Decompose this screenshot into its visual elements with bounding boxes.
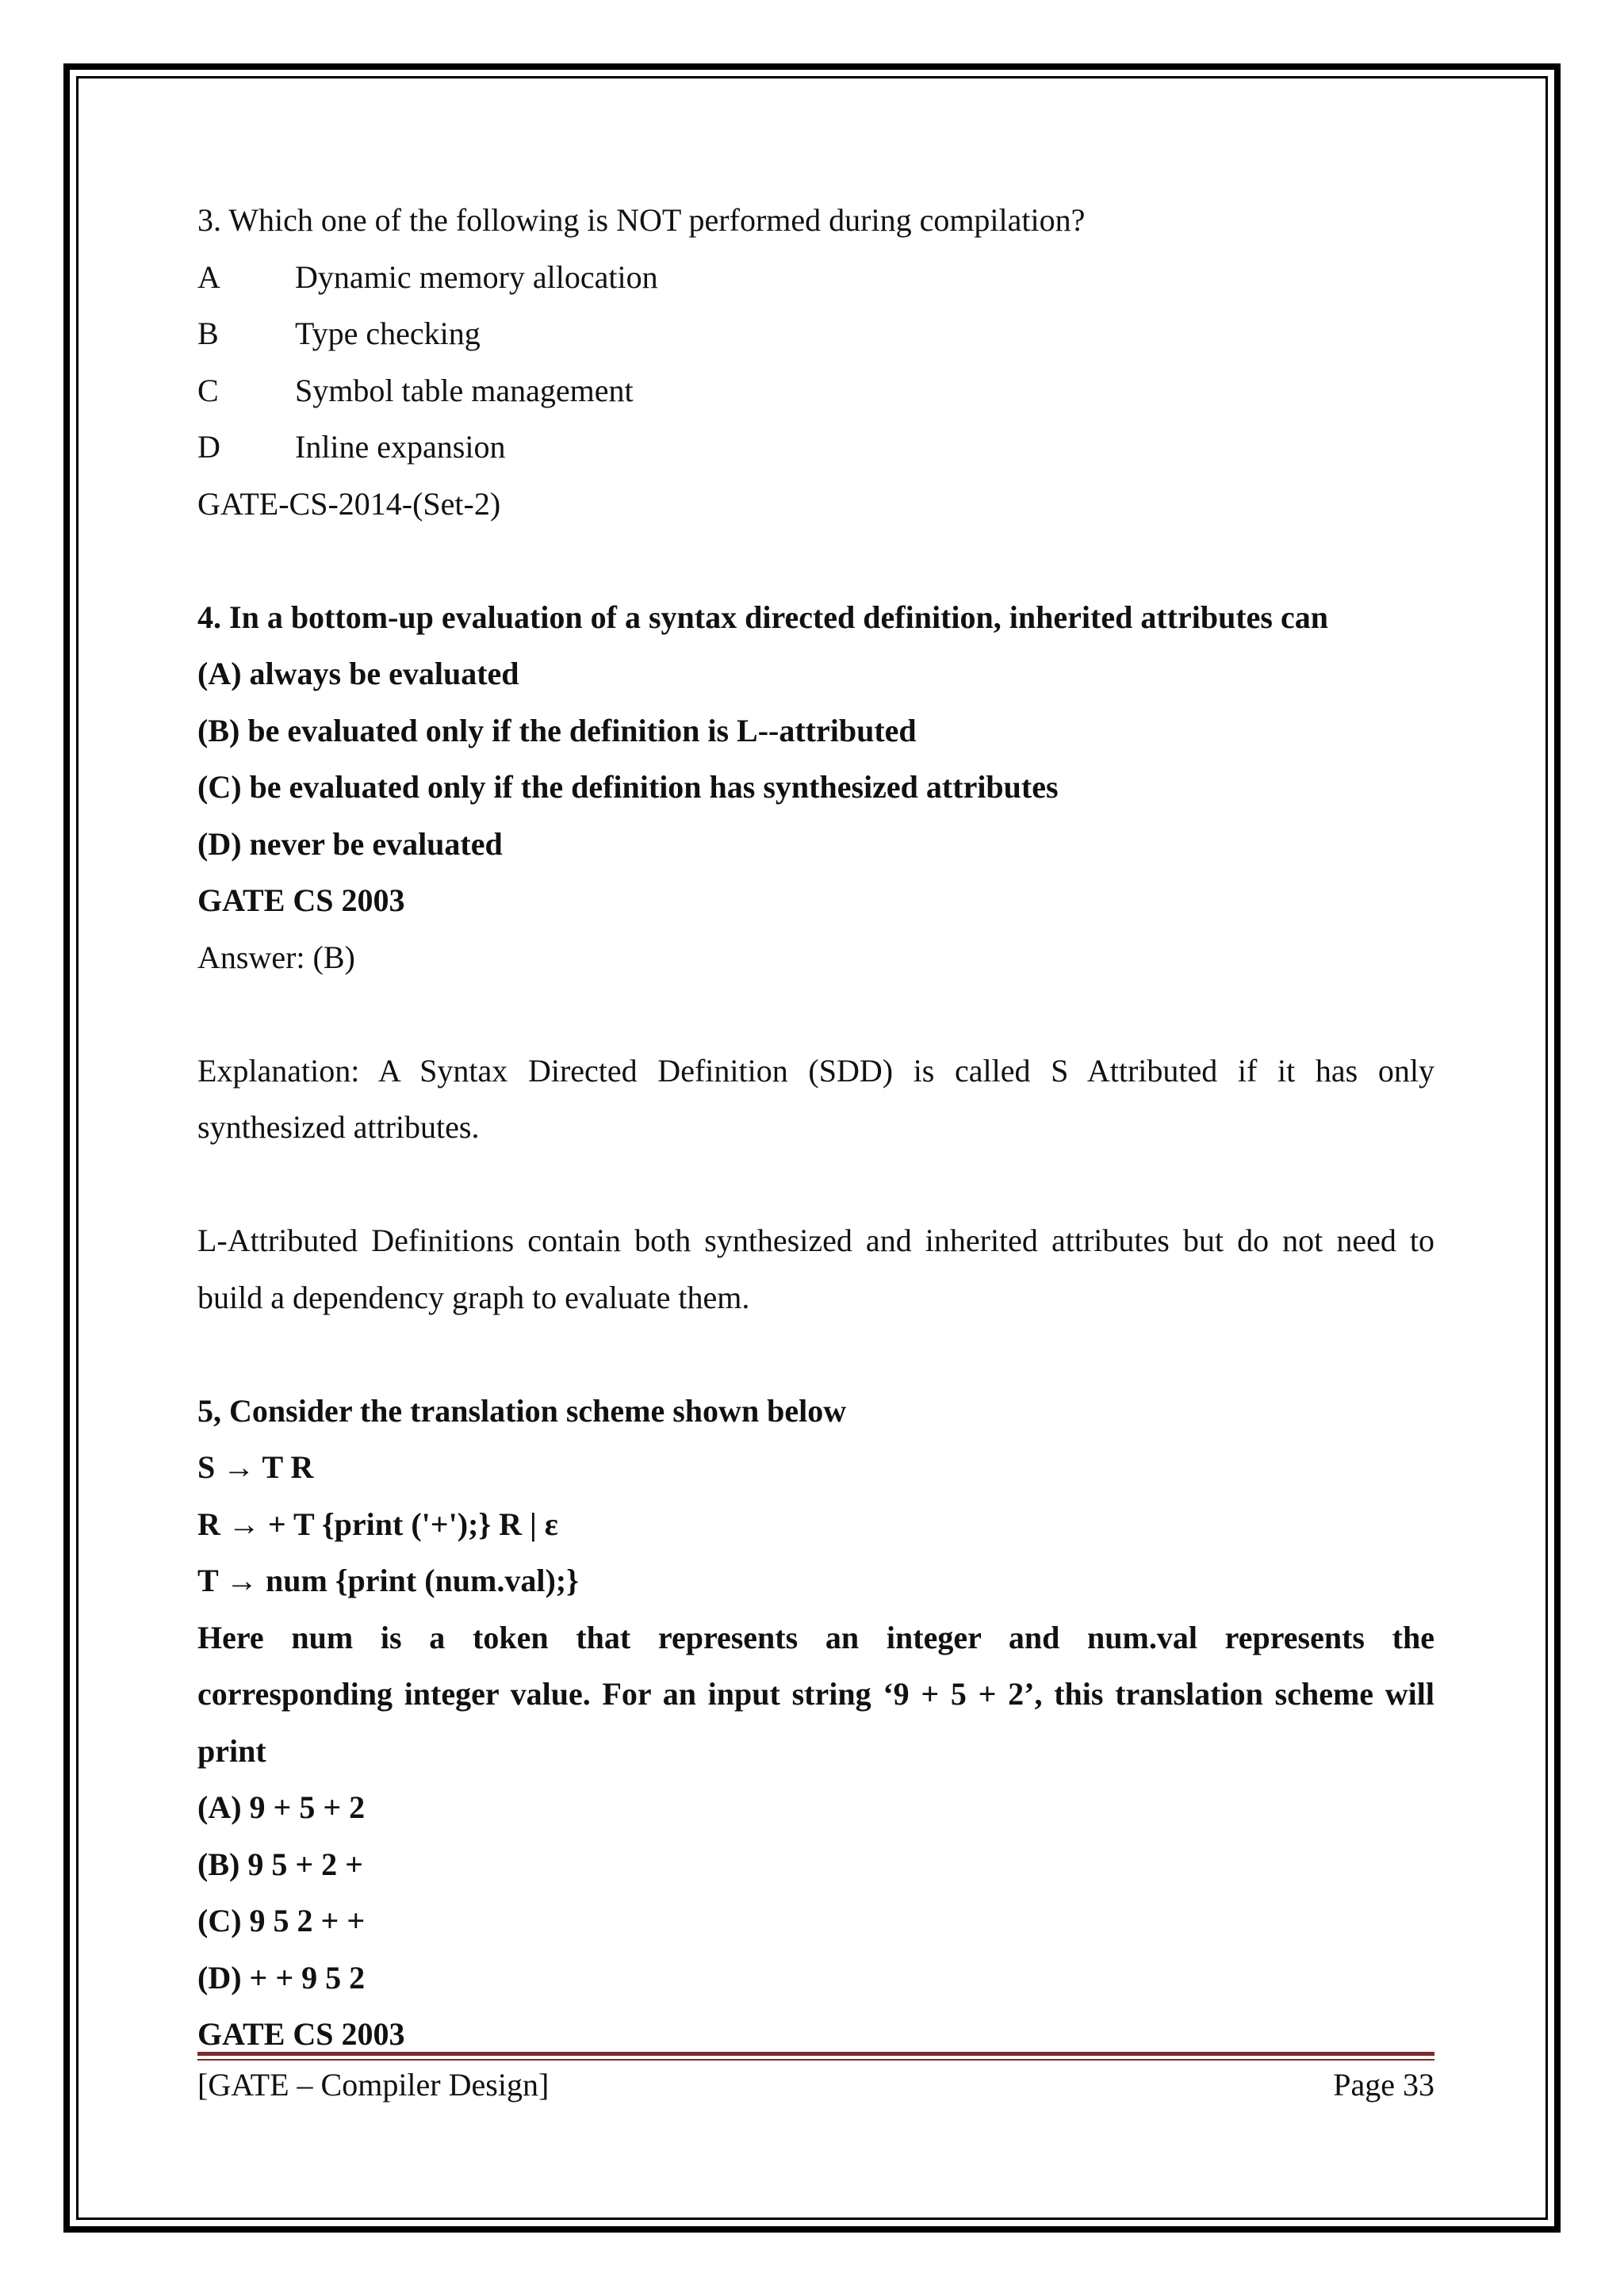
q4-option-a: (A) always be evaluated <box>197 656 519 691</box>
q4-explanation-2-line2: build a dependency graph to evaluate them. <box>197 1279 750 1315</box>
q5-rule-1: S → T R <box>197 1449 314 1485</box>
q3-option-d <box>197 419 1434 476</box>
option-text: Symbol table management <box>295 372 634 408</box>
option-text: Dynamic memory allocation <box>295 258 658 295</box>
q5-source: GATE CS 2003 <box>197 2016 405 2052</box>
q3-source: GATE-CS-2014-(Set-2) <box>197 485 501 522</box>
q5-option-b: (B) 9 5 + 2 + <box>197 1846 363 1882</box>
q4-option-d: (D) never be evaluated <box>197 825 503 862</box>
spacer <box>197 985 1434 1043</box>
q3-option-b <box>197 305 1434 362</box>
page-content <box>197 192 1434 2063</box>
q5-body-line2: corresponding integer value. For an input string ‘9 + 5 + 2’, this translation scheme will <box>197 1676 1434 1712</box>
q3-question: 3. Which one of the following is NOT performed during compilation? <box>197 202 1086 238</box>
q5-option-a: (A) 9 + 5 + 2 <box>197 1789 366 1825</box>
spacer <box>197 1326 1434 1383</box>
footer-title: [GATE – Compiler Design] <box>197 2067 550 2103</box>
q4-option-b: (B) be evaluated only if the definition is L--attributed <box>197 712 917 748</box>
footer-rule-thin <box>197 2059 1434 2061</box>
q5-body-line1: Here num is a token that represents an integer and num.val represents the <box>197 1619 1434 1655</box>
q4-question: 4. In a bottom-up evaluation of a syntax directed definition, inherited attributes can <box>197 599 1328 635</box>
q4-explanation-1-line1: Explanation: A Syntax Directed Definition (SDD) is called S Attributed if it has only <box>197 1052 1434 1089</box>
q3-option-c <box>197 362 1434 419</box>
option-text: Inline expansion <box>295 429 506 465</box>
option-letter: B <box>197 316 219 351</box>
option-letter: A <box>197 258 220 295</box>
footer-rule <box>197 2052 1434 2056</box>
q5-option-d: (D) + + 9 5 2 <box>197 1959 366 1996</box>
q3-option-a <box>197 249 1434 306</box>
q4-option-c: (C) be evaluated only if the definition has synthesized attributes <box>197 769 1059 805</box>
option-letter: D <box>197 429 220 465</box>
q5-option-c: (C) 9 5 2 + + <box>197 1903 366 1938</box>
option-text: Type checking <box>295 316 481 351</box>
q5-question: 5, Consider the translation scheme shown below <box>197 1392 847 1429</box>
q5-rule-3: T → num {print (num.val);} <box>197 1563 579 1598</box>
spacer <box>197 1156 1434 1213</box>
page-number: Page 33 <box>1333 2067 1434 2103</box>
q4-source: GATE CS 2003 <box>197 882 405 918</box>
q4-explanation-1-line2: synthesized attributes. <box>197 1109 480 1145</box>
q5-body-line3: print <box>197 1732 266 1769</box>
q4-answer: Answer: (B) <box>197 939 355 975</box>
spacer <box>197 532 1434 589</box>
q5-rule-2: R → + T {print ('+');} R | ε <box>197 1506 558 1542</box>
option-letter: C <box>197 372 219 408</box>
page-footer <box>197 2061 1434 2109</box>
q4-explanation-2-line1: L-Attributed Definitions contain both synthesized and inherited attributes but do not need to <box>197 1223 1434 1258</box>
